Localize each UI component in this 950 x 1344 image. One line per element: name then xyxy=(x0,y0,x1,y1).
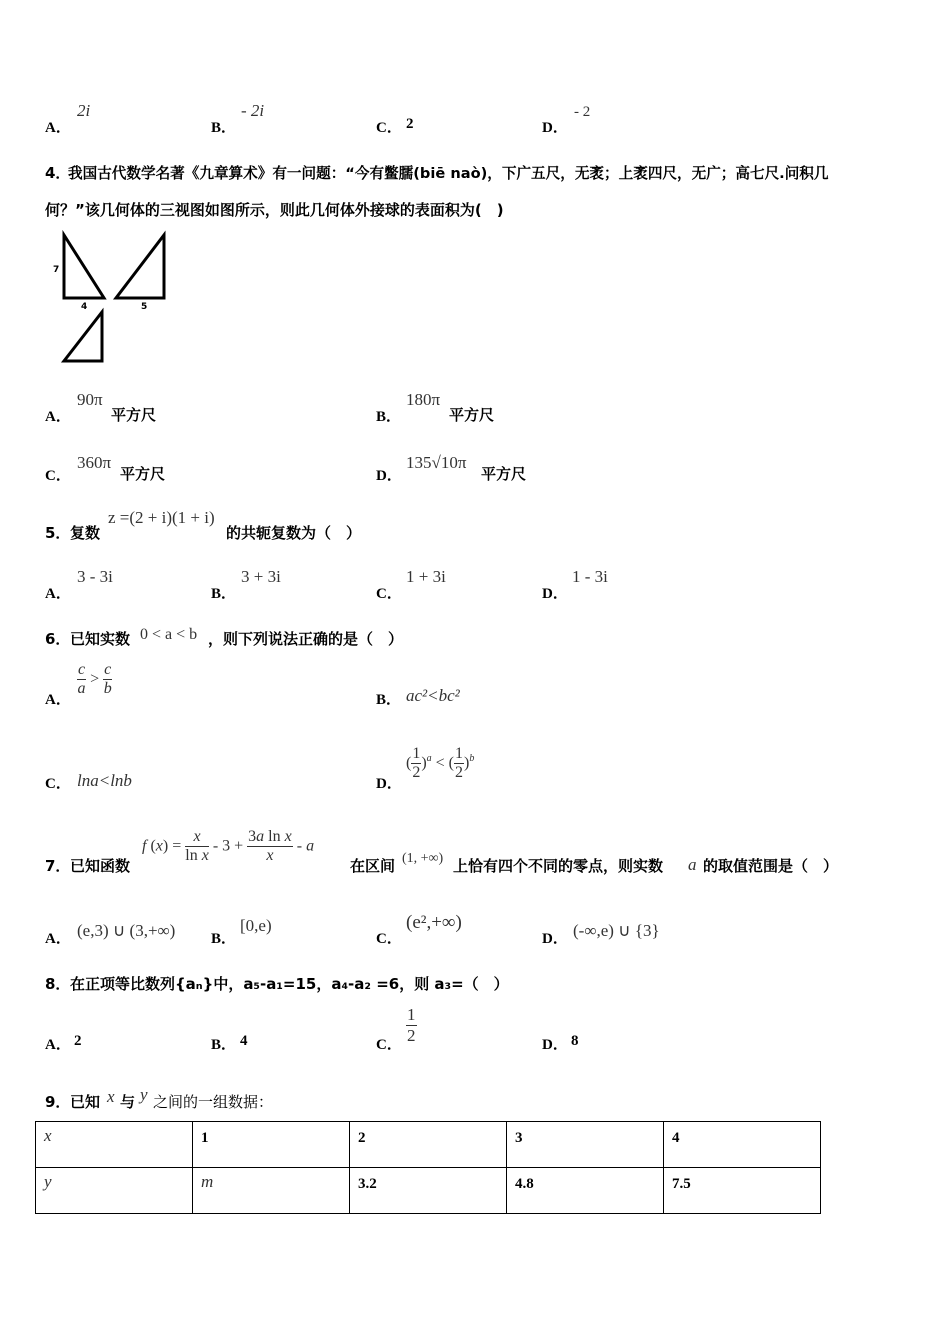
table-cell: 3 xyxy=(507,1122,664,1168)
q7-option-b-value: [0,e) xyxy=(240,916,272,935)
q6-post: ，则下列说法正确的是（ ） xyxy=(208,630,404,648)
q7-pre: 已知函数 xyxy=(70,857,131,875)
q5-pre: 复数 xyxy=(70,524,101,542)
table-cell: x xyxy=(36,1122,193,1168)
q7-option-b-label: B． xyxy=(211,931,237,947)
q3-option-d-label: D． xyxy=(542,120,568,136)
q8-option-b-label: B． xyxy=(211,1037,237,1053)
q8-option-a-label: A． xyxy=(45,1037,71,1053)
q9-var-y: y xyxy=(140,1085,148,1104)
q7-post: 上恰有四个不同的零点，则实数 xyxy=(453,857,664,875)
q4-option-d-value: 135√10π xyxy=(406,453,467,472)
q3-option-a-label: A． xyxy=(45,120,71,136)
q4-option-b-label: B． xyxy=(376,409,402,425)
q7-option-a-label: A． xyxy=(45,931,71,947)
q7-option-c-value: (e²,+∞) xyxy=(406,912,462,933)
top-view-triangle xyxy=(64,312,102,361)
q6-option-b-label: B． xyxy=(376,692,402,708)
q5-option-d-value: 1 - 3i xyxy=(572,567,608,586)
q4-option-b-unit: 平方尺 xyxy=(449,406,495,424)
q8-option-d-label: D． xyxy=(542,1037,568,1053)
q3-option-d-value: - 2 xyxy=(574,104,591,120)
q4-text-line2: 何？”该几何体的三视图如图所示，则此几何体外接球的表面积为( ) xyxy=(45,201,504,219)
q7-interval: (1, +∞) xyxy=(402,851,444,866)
table-row xyxy=(36,1168,821,1214)
q7-number: 7． xyxy=(45,857,71,875)
q6-option-a-value: $\frac{c}{a}$ > $\frac{c}{b}$ xyxy=(77,661,112,698)
table-cell: m xyxy=(193,1168,350,1214)
table-cell: 1 xyxy=(193,1122,350,1168)
q7-option-c-label: C． xyxy=(376,931,402,947)
q4-option-d-unit: 平方尺 xyxy=(481,465,527,483)
q8-option-a-value: 2 xyxy=(74,1033,82,1049)
figure-label-height: 7 xyxy=(53,265,60,275)
q7-option-d-label: D． xyxy=(542,931,568,947)
q9-text-mid: 与 xyxy=(120,1093,136,1111)
table-cell: 4 xyxy=(664,1122,821,1168)
q6-option-d-label: D． xyxy=(376,776,402,792)
q5-option-b-value: 3 + 3i xyxy=(241,567,281,586)
q3-option-b-label: B． xyxy=(211,120,237,136)
q5-option-c-value: 1 + 3i xyxy=(406,567,446,586)
q4-option-a-value: 90π xyxy=(77,390,103,409)
q4-option-d-label: D． xyxy=(376,468,402,484)
q6-pre: 已知实数 xyxy=(70,630,131,648)
q9-text-pre: 已知 xyxy=(70,1093,101,1111)
front-view-triangle xyxy=(64,235,104,298)
q7-var: a xyxy=(688,855,697,874)
q4-option-c-value: 360π xyxy=(77,453,112,472)
figure-label-base-left: 4 xyxy=(81,302,88,312)
table-cell: y xyxy=(36,1168,193,1214)
three-view-figure xyxy=(50,228,175,368)
q7-option-a-value: (e,3) ∪ (3,+∞) xyxy=(77,921,176,940)
q7-function: f (x) = $\frac{x}{\text{ln x}}$ - 3 + $\frac{\text{3a ln x}}{x}$ - a xyxy=(142,828,315,865)
q7-option-d-value: (-∞,e) ∪ {3} xyxy=(573,921,660,940)
q6-number: 6． xyxy=(45,630,71,648)
figure-label-base-right: 5 xyxy=(141,302,148,312)
q8-option-c-label: C． xyxy=(376,1037,402,1053)
q3-option-b-value: - 2i xyxy=(241,101,265,120)
q9-number: 9． xyxy=(45,1093,71,1111)
side-view-triangle xyxy=(116,235,164,298)
q5-option-c-label: C． xyxy=(376,586,402,602)
q8-option-d-value: 8 xyxy=(571,1033,579,1049)
q5-option-a-value: 3 - 3i xyxy=(77,567,113,586)
q6-option-d-value: ( $\frac{1}{2}$ )$^a$ < ( $\frac{1}{2}$ )$^b$ xyxy=(406,745,475,782)
q9-text-post: 之间的一组数据： xyxy=(153,1093,274,1111)
q4-number: 4． xyxy=(45,164,71,182)
q9-var-x: x xyxy=(107,1087,115,1106)
q6-expression: 0 < a < b xyxy=(140,626,198,643)
q5-option-a-label: A． xyxy=(45,586,71,602)
q5-expression: z =(2 + i)(1 + i) xyxy=(108,508,215,527)
q5-number: 5． xyxy=(45,524,71,542)
table-row xyxy=(36,1122,821,1168)
q3-option-a-value: 2i xyxy=(77,101,91,120)
table-cell: 2 xyxy=(350,1122,507,1168)
q6-option-c-value: lna<lnb xyxy=(77,771,132,790)
data-table xyxy=(35,1121,821,1214)
q8-option-b-value: 4 xyxy=(240,1033,248,1049)
table-cell: 4.8 xyxy=(507,1168,664,1214)
table-cell: 7.5 xyxy=(664,1168,821,1214)
q4-option-a-unit: 平方尺 xyxy=(111,406,157,424)
q4-option-c-unit: 平方尺 xyxy=(120,465,166,483)
q5-post: 的共轭复数为（ ） xyxy=(226,524,362,542)
q4-option-c-label: C． xyxy=(45,468,71,484)
q4-text-line1: 我国古代数学名著《九章算术》有一问题：“今有鳖臑(biē naò)，下广五尺，无袤；上袤四尺，无广；高七尺.问积几 xyxy=(68,165,829,182)
q4-option-a-label: A． xyxy=(45,409,71,425)
q7-tail: 的取值范围是（ ） xyxy=(703,857,839,875)
q5-option-b-label: B． xyxy=(211,586,237,602)
q4-option-b-value: 180π xyxy=(406,390,441,409)
table-cell: 3.2 xyxy=(350,1168,507,1214)
q8-number: 8． xyxy=(45,975,71,993)
q7-mid: 在区间 xyxy=(350,857,396,875)
q6-option-a-label: A． xyxy=(45,692,71,708)
q8-text: 在正项等比数列{aₙ}中，a₅-a₁=15，a₄-a₂ =6，则 a₃=（ ） xyxy=(70,975,509,993)
q6-option-b-value: ac²<bc² xyxy=(406,686,460,705)
q8-option-c-value: $\frac{1}{2}$ xyxy=(407,1005,416,1045)
q3-option-c-label: C． xyxy=(376,120,402,136)
q5-option-d-label: D． xyxy=(542,586,568,602)
q3-option-c-value: 2 xyxy=(406,116,414,132)
q6-option-c-label: C． xyxy=(45,776,71,792)
